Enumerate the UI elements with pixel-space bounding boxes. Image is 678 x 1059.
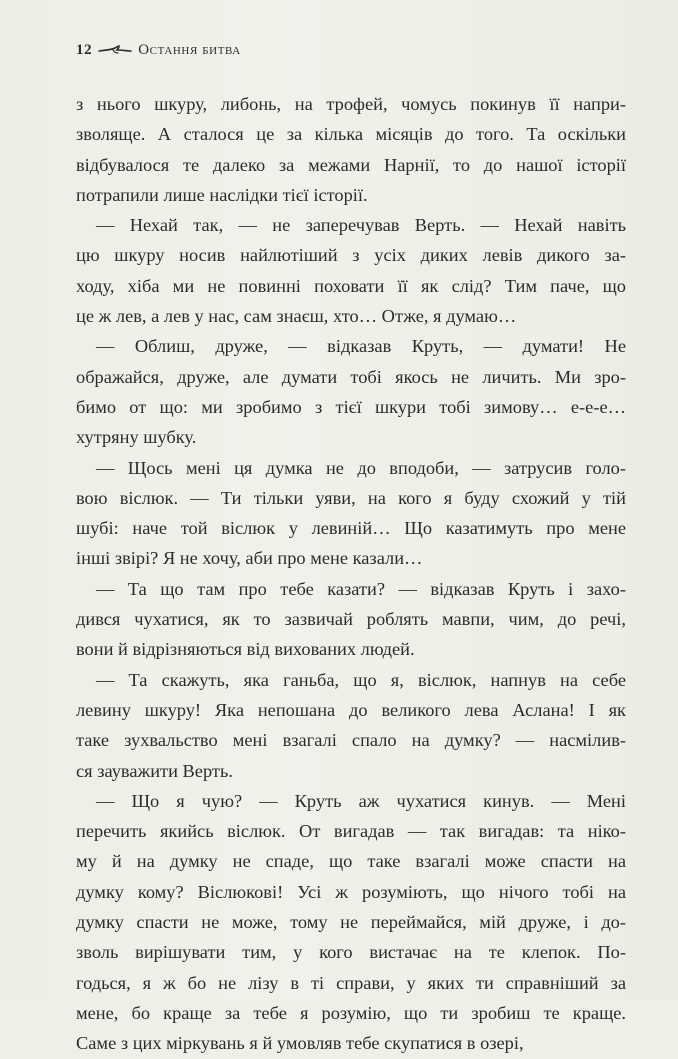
text-line: зволяще. А сталося це за кілька місяців до того. Та оскільки	[76, 124, 626, 145]
body-text	[76, 89, 626, 1059]
text-line: вони й відрізняються від вихованих людей.	[76, 639, 415, 660]
paragraph	[76, 453, 626, 574]
text-line: бимо от що: ми зробимо з тієї шкури тобі зимову… е-е-е…	[76, 396, 626, 417]
running-header	[76, 40, 241, 60]
text-line: годься, я ж бо не лізу в ті справи, у яких ти справніший за	[76, 972, 626, 993]
book-title: Остання битва	[138, 41, 241, 58]
header-ornament-icon	[98, 43, 132, 57]
text-line: левину шкуру! Яка непошана до великого лева Аслана! І як	[76, 699, 626, 720]
text-line: це ж лев, а лев у нас, сам знаєш, хто… Отже, я думаю…	[76, 306, 517, 327]
text-line: цю шкуру носив найлютіший з усіх диких левів дикого за-	[76, 245, 626, 266]
text-line: думку спасти не може, тому не переймайся, мій друже, і до-	[76, 912, 626, 933]
text-line: — Облиш, друже, — відказав Круть, — думати! Не	[96, 336, 626, 357]
text-line: шубі: наче той віслюк у левиній… Що казатимуть про мене	[76, 518, 626, 539]
text-line: хутряну шубку.	[76, 427, 197, 448]
text-line: інші звірі? Я не хочу, аби про мене казали…	[76, 548, 423, 569]
text-line: — Нехай так, — не заперечував Верть. — Нехай навіть	[96, 215, 626, 236]
text-line: ся зауважити Верть.	[76, 760, 233, 781]
text-line: перечить якийсь віслюк. От вигадав — так вигадав: та ніко-	[76, 821, 626, 842]
text-line: зволь вирішувати тим, у кого вистачає на те клепок. По-	[76, 942, 626, 963]
paragraph	[76, 331, 626, 452]
text-line: му й на думку не спаде, що таке взагалі може спасти на	[76, 851, 626, 872]
text-line: — Що я чую? — Круть аж чухатися кинув. — Мені	[96, 790, 626, 811]
text-line: думку кому? Віслюкові! Усі ж розуміють, що нічого тобі на	[76, 881, 626, 902]
text-line: Саме з цих міркувань я й умовляв тебе скупатися в озері,	[76, 1033, 524, 1054]
text-line: — Щось мені ця думка не до вподоби, — затрусив голо-	[96, 457, 626, 478]
paragraph	[76, 210, 626, 331]
page-number: 12	[76, 41, 93, 58]
text-line: дився чухатися, як то зазвичай роблять мавпи, чим, до речі,	[76, 609, 626, 630]
text-line: ображайся, друже, але думати тобі якось не личить. Ми зро-	[76, 366, 626, 387]
text-line: ходу, хіба ми не повинні поховати її як слід? Тим паче, що	[76, 275, 626, 296]
text-line: відбувалося те далеко за межами Нарнії, то до нашої історії	[76, 154, 626, 175]
paragraph	[76, 665, 626, 786]
text-line: потрапили лише наслідки тієї історії.	[76, 184, 368, 205]
text-line: з нього шкуру, либонь, на трофей, чомусь покинув її напри-	[76, 94, 626, 114]
paragraph	[76, 89, 626, 210]
text-line: мене, бо краще за тебе я розумію, що ти зробиш те краще.	[76, 1002, 626, 1023]
paragraph	[76, 786, 626, 1059]
text-line: вою віслюк. — Ти тільки уяви, на кого я буду схожий у тій	[76, 487, 626, 508]
text-line: — Та скажуть, яка ганьба, що я, віслюк, напнув на себе	[96, 669, 626, 690]
text-line: таке зухвальство мені взагалі спало на думку? — насмілив-	[76, 730, 626, 751]
paragraph	[76, 574, 626, 665]
text-line: — Та що там про тебе казати? — відказав Круть і захо-	[96, 578, 626, 599]
